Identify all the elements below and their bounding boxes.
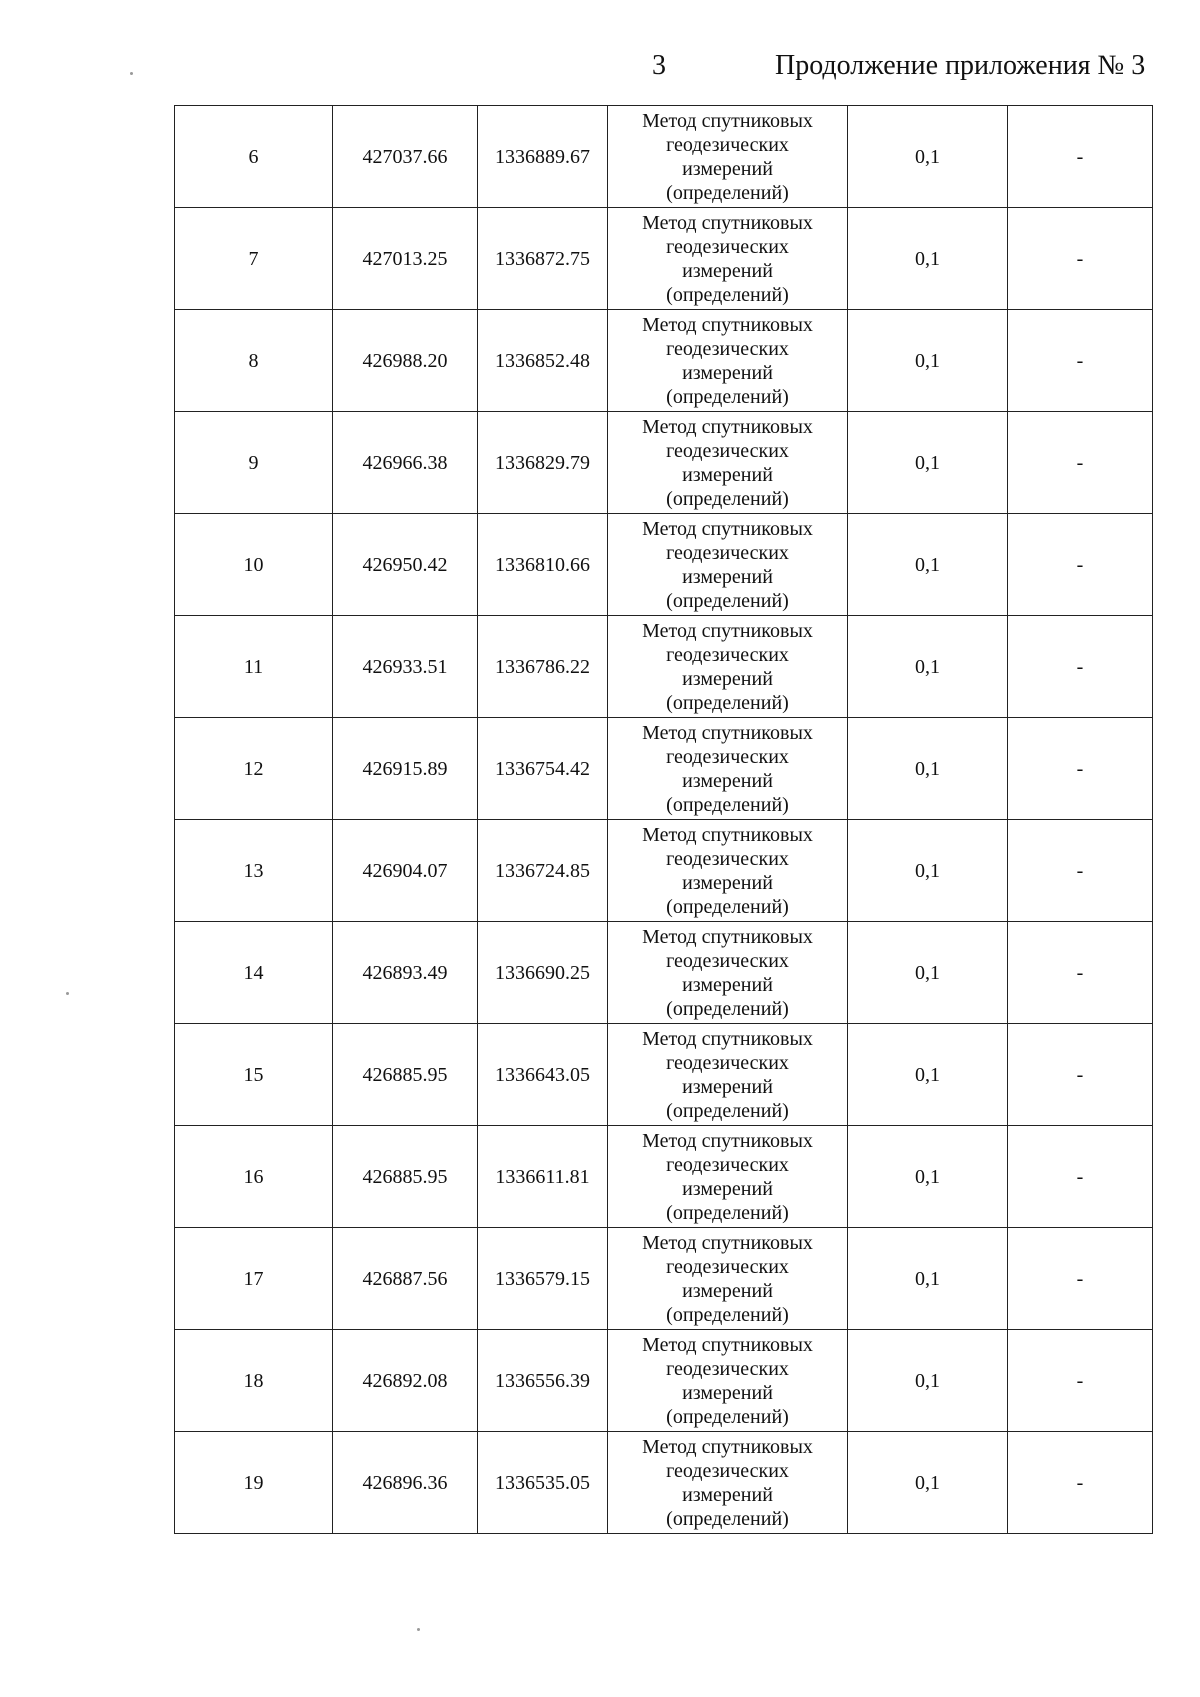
accuracy-cell: 0,1 — [848, 106, 1008, 208]
accuracy-cell: 0,1 — [848, 208, 1008, 310]
method-text-line: (определений) — [666, 1099, 789, 1122]
method-text-line: Метод спутниковых — [642, 415, 813, 438]
y-coordinate-cell: 1336754.42 — [478, 718, 608, 820]
x-coordinate-cell: 426887.56 — [333, 1228, 478, 1330]
method-text-line: измерений — [682, 1381, 773, 1404]
point-number-cell: 8 — [175, 310, 333, 412]
point-number-cell: 16 — [175, 1126, 333, 1228]
x-coordinate-cell: 426988.20 — [333, 310, 478, 412]
method-text-line: (определений) — [666, 691, 789, 714]
note-cell: - — [1008, 1228, 1153, 1330]
method-cell — [608, 1024, 848, 1126]
method-text-line: Метод спутниковых — [642, 925, 813, 948]
note-cell: - — [1008, 1330, 1153, 1432]
table-row — [175, 208, 1153, 310]
scan-speck — [66, 992, 69, 995]
method-text-line: геодезических — [666, 949, 789, 972]
method-text-line: (определений) — [666, 487, 789, 510]
method-text-line: измерений — [682, 973, 773, 996]
table-row — [175, 1330, 1153, 1432]
note-cell: - — [1008, 820, 1153, 922]
x-coordinate-cell: 426893.49 — [333, 922, 478, 1024]
page-header-title: Продолжение приложения № 3 — [775, 50, 1146, 81]
method-text-line: измерений — [682, 157, 773, 180]
coordinates-table-body — [175, 106, 1153, 1534]
method-text-line: измерений — [682, 565, 773, 588]
method-text-line: Метод спутниковых — [642, 211, 813, 234]
method-text-line: Метод спутниковых — [642, 721, 813, 744]
accuracy-cell: 0,1 — [848, 310, 1008, 412]
x-coordinate-cell: 426892.08 — [333, 1330, 478, 1432]
note-cell: - — [1008, 514, 1153, 616]
method-cell — [608, 718, 848, 820]
table-row — [175, 922, 1153, 1024]
method-text-line: геодезических — [666, 1357, 789, 1380]
table-row — [175, 412, 1153, 514]
x-coordinate-cell: 426915.89 — [333, 718, 478, 820]
point-number-cell: 10 — [175, 514, 333, 616]
note-cell: - — [1008, 1024, 1153, 1126]
method-text-line: измерений — [682, 259, 773, 282]
method-text-line: (определений) — [666, 181, 789, 204]
y-coordinate-cell: 1336643.05 — [478, 1024, 608, 1126]
accuracy-cell: 0,1 — [848, 616, 1008, 718]
method-text-line: (определений) — [666, 385, 789, 408]
method-text-line: геодезических — [666, 847, 789, 870]
method-text-line: (определений) — [666, 1201, 789, 1224]
table-row — [175, 616, 1153, 718]
accuracy-cell: 0,1 — [848, 718, 1008, 820]
table-row — [175, 1228, 1153, 1330]
method-text-line: Метод спутниковых — [642, 1027, 813, 1050]
method-text-line: измерений — [682, 1279, 773, 1302]
method-text-line: Метод спутниковых — [642, 313, 813, 336]
point-number-cell: 18 — [175, 1330, 333, 1432]
method-cell — [608, 310, 848, 412]
method-text-line: геодезических — [666, 439, 789, 462]
method-text-line: измерений — [682, 361, 773, 384]
method-cell — [608, 616, 848, 718]
method-text-line: (определений) — [666, 589, 789, 612]
x-coordinate-cell: 426904.07 — [333, 820, 478, 922]
method-text-line: геодезических — [666, 643, 789, 666]
x-coordinate-cell: 427037.66 — [333, 106, 478, 208]
y-coordinate-cell: 1336556.39 — [478, 1330, 608, 1432]
note-cell: - — [1008, 718, 1153, 820]
method-cell — [608, 1228, 848, 1330]
y-coordinate-cell: 1336724.85 — [478, 820, 608, 922]
method-text-line: измерений — [682, 667, 773, 690]
point-number-cell: 11 — [175, 616, 333, 718]
x-coordinate-cell: 426933.51 — [333, 616, 478, 718]
note-cell: - — [1008, 1432, 1153, 1534]
table-row — [175, 820, 1153, 922]
accuracy-cell: 0,1 — [848, 1330, 1008, 1432]
method-text-line: (определений) — [666, 793, 789, 816]
method-text-line: геодезических — [666, 337, 789, 360]
method-cell — [608, 922, 848, 1024]
point-number-cell: 15 — [175, 1024, 333, 1126]
accuracy-cell: 0,1 — [848, 514, 1008, 616]
method-cell — [608, 1432, 848, 1534]
method-cell — [608, 1330, 848, 1432]
method-cell — [608, 1126, 848, 1228]
accuracy-cell: 0,1 — [848, 922, 1008, 1024]
method-text-line: измерений — [682, 769, 773, 792]
point-number-cell: 19 — [175, 1432, 333, 1534]
note-cell: - — [1008, 922, 1153, 1024]
accuracy-cell: 0,1 — [848, 412, 1008, 514]
table-row — [175, 1024, 1153, 1126]
method-text-line: геодезических — [666, 1153, 789, 1176]
y-coordinate-cell: 1336872.75 — [478, 208, 608, 310]
y-coordinate-cell: 1336535.05 — [478, 1432, 608, 1534]
method-text-line: Метод спутниковых — [642, 517, 813, 540]
note-cell: - — [1008, 106, 1153, 208]
method-text-line: (определений) — [666, 895, 789, 918]
y-coordinate-cell: 1336611.81 — [478, 1126, 608, 1228]
method-cell — [608, 820, 848, 922]
x-coordinate-cell: 426885.95 — [333, 1126, 478, 1228]
note-cell: - — [1008, 208, 1153, 310]
point-number-cell: 12 — [175, 718, 333, 820]
accuracy-cell: 0,1 — [848, 1432, 1008, 1534]
method-text-line: геодезических — [666, 1459, 789, 1482]
y-coordinate-cell: 1336810.66 — [478, 514, 608, 616]
method-text-line: (определений) — [666, 283, 789, 306]
y-coordinate-cell: 1336889.67 — [478, 106, 608, 208]
table-row — [175, 718, 1153, 820]
method-text-line: измерений — [682, 463, 773, 486]
method-text-line: геодезических — [666, 541, 789, 564]
table-row — [175, 1432, 1153, 1534]
coordinates-table — [174, 105, 1153, 1534]
method-text-line: (определений) — [666, 1507, 789, 1530]
method-text-line: измерений — [682, 1177, 773, 1200]
note-cell: - — [1008, 616, 1153, 718]
scan-speck — [130, 72, 133, 75]
y-coordinate-cell: 1336786.22 — [478, 616, 608, 718]
method-text-line: Метод спутниковых — [642, 619, 813, 642]
point-number-cell: 6 — [175, 106, 333, 208]
method-cell — [608, 106, 848, 208]
method-text-line: Метод спутниковых — [642, 1231, 813, 1254]
x-coordinate-cell: 426966.38 — [333, 412, 478, 514]
accuracy-cell: 0,1 — [848, 1024, 1008, 1126]
method-text-line: измерений — [682, 1075, 773, 1098]
point-number-cell: 7 — [175, 208, 333, 310]
point-number-cell: 9 — [175, 412, 333, 514]
method-text-line: (определений) — [666, 1303, 789, 1326]
note-cell: - — [1008, 412, 1153, 514]
x-coordinate-cell: 427013.25 — [333, 208, 478, 310]
x-coordinate-cell: 426885.95 — [333, 1024, 478, 1126]
accuracy-cell: 0,1 — [848, 1126, 1008, 1228]
scan-speck — [417, 1628, 420, 1631]
table-row — [175, 106, 1153, 208]
method-text-line: Метод спутниковых — [642, 1333, 813, 1356]
note-cell: - — [1008, 1126, 1153, 1228]
method-text-line: (определений) — [666, 1405, 789, 1428]
table-row — [175, 514, 1153, 616]
method-text-line: Метод спутниковых — [642, 1129, 813, 1152]
method-cell — [608, 208, 848, 310]
method-text-line: Метод спутниковых — [642, 1435, 813, 1458]
method-text-line: Метод спутниковых — [642, 109, 813, 132]
method-text-line: геодезических — [666, 1255, 789, 1278]
table-row — [175, 310, 1153, 412]
method-cell — [608, 514, 848, 616]
y-coordinate-cell: 1336690.25 — [478, 922, 608, 1024]
method-text-line: измерений — [682, 1483, 773, 1506]
accuracy-cell: 0,1 — [848, 820, 1008, 922]
method-text-line: Метод спутниковых — [642, 823, 813, 846]
table-row — [175, 1126, 1153, 1228]
method-text-line: геодезических — [666, 745, 789, 768]
page-number: 3 — [652, 50, 666, 81]
note-cell: - — [1008, 310, 1153, 412]
method-text-line: геодезических — [666, 1051, 789, 1074]
y-coordinate-cell: 1336579.15 — [478, 1228, 608, 1330]
method-text-line: геодезических — [666, 133, 789, 156]
x-coordinate-cell: 426896.36 — [333, 1432, 478, 1534]
point-number-cell: 13 — [175, 820, 333, 922]
method-text-line: измерений — [682, 871, 773, 894]
point-number-cell: 17 — [175, 1228, 333, 1330]
y-coordinate-cell: 1336852.48 — [478, 310, 608, 412]
x-coordinate-cell: 426950.42 — [333, 514, 478, 616]
point-number-cell: 14 — [175, 922, 333, 1024]
method-text-line: (определений) — [666, 997, 789, 1020]
method-cell — [608, 412, 848, 514]
method-text-line: геодезических — [666, 235, 789, 258]
accuracy-cell: 0,1 — [848, 1228, 1008, 1330]
y-coordinate-cell: 1336829.79 — [478, 412, 608, 514]
